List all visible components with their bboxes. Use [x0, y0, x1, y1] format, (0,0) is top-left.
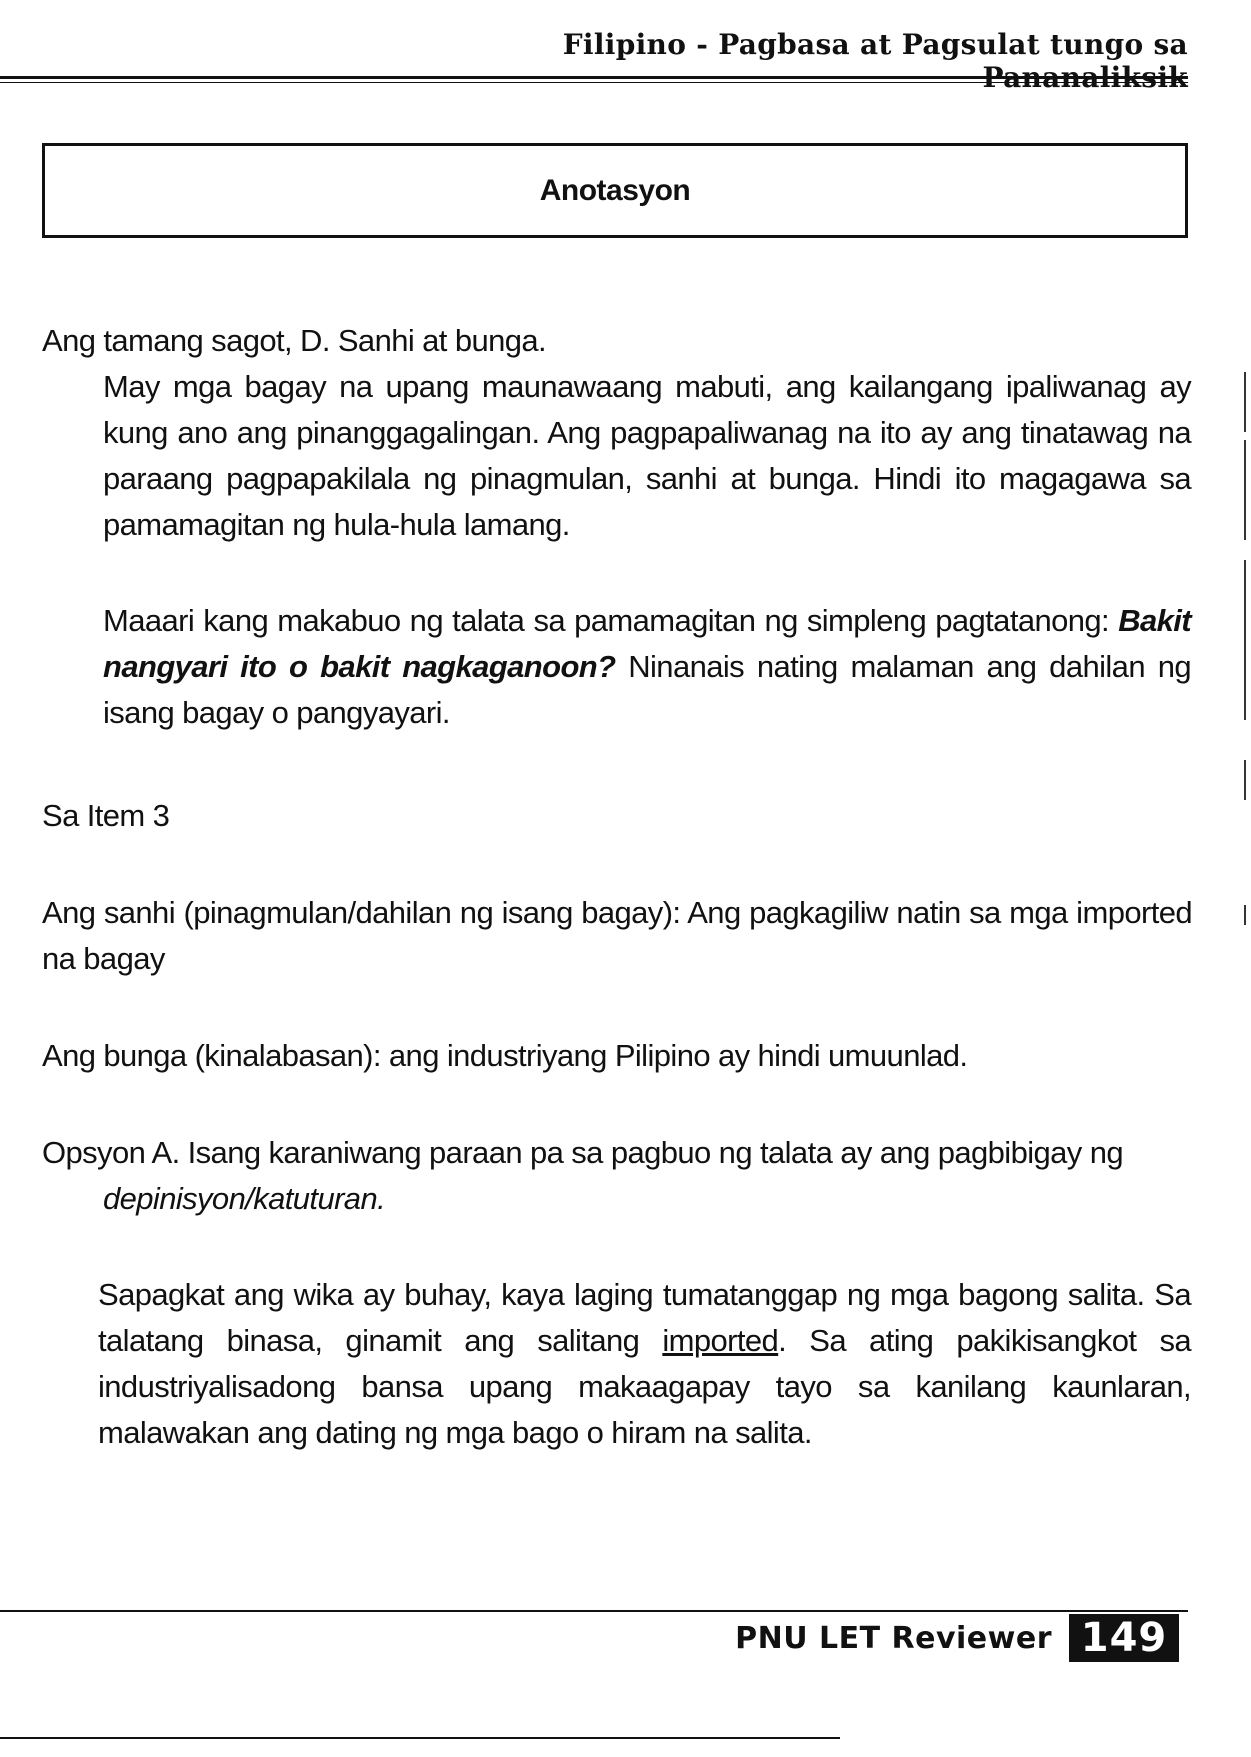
footer-rule: [0, 1610, 1188, 1612]
margin-tick: [1244, 760, 1246, 800]
explanation-paragraph-2: [103, 598, 1191, 736]
underlined-word: imported: [662, 1323, 779, 1358]
header-rule: [0, 76, 1188, 79]
footer-bottom-rule: [0, 1737, 840, 1739]
item-heading: Sa Item 3: [42, 798, 170, 833]
option-paragraph: Opsyon A. Isang karaniwang paraan pa sa pagbuo ng talata ay ang pagbibigay ng: [42, 1135, 1123, 1170]
page-number: 149: [1069, 1614, 1179, 1662]
header-rule-thin: [0, 82, 1188, 83]
section-title: Anotasyon: [539, 173, 691, 207]
definition-term: depinisyon/katuturan.: [103, 1181, 386, 1216]
option-definition: [103, 1176, 1191, 1222]
footer-label: PNU LET Reviewer: [735, 1621, 1052, 1656]
guiding-question: Bakit nangyari ito o bakit nagkaganoon?: [103, 603, 1191, 684]
running-header: Filipino - Pagbasa at Pagsulat tungo sa Pananaliksik: [562, 28, 1188, 94]
margin-tick: [1244, 560, 1246, 720]
margin-tick: [1244, 372, 1246, 432]
cause-paragraph: Ang sanhi (pinagmulan/dahilan ng isang bagay): Ang pagkagiliw natin sa mga imported na bagay: [42, 895, 1192, 976]
margin-tick: [1244, 440, 1246, 540]
wika-text-before: Sapagkat ang wika ay buhay, kaya laging tumatanggap ng mga bagong salita. Sa talatang binasa, ginamit ang salitang: [98, 1277, 1191, 1358]
explanation-rest: Ninanais nating malaman ang dahilan ng isang bagay o pangyayari.: [103, 649, 1191, 730]
section-title-box: [42, 143, 1188, 238]
margin-tick: [1244, 905, 1246, 925]
explanation-intro: Maaari kang makabuo ng talata sa pamamagitan ng simpleng pagtatanong:: [103, 603, 1110, 638]
wika-paragraph: [98, 1272, 1191, 1456]
explanation-paragraph-1: May mga bagay na upang maunawaang mabuti, ang kailangang ipaliwanag ay kung ano ang pinanggagalingan. Ang pagpapaliwanag na ito ay ang tinatawag na paraang pagpapakilala ng pinagmulan, sanhi at bunga. Hindi ito magagawa sa pamamagitan ng hula-hula lamang.: [103, 369, 1191, 542]
answer-line: Ang tamang sagot, D. Sanhi at bunga.: [42, 323, 547, 358]
effect-paragraph: Ang bunga (kinalabasan): ang industriyang Pilipino ay hindi umuunlad.: [42, 1038, 968, 1073]
wika-text-after: . Sa ating pakikisangkot sa industriyalisadong bansa upang makaagapay tayo sa kanilang kaunlaran, malawakan ang dating ng mga bago o hiram na salita.: [98, 1323, 1191, 1450]
